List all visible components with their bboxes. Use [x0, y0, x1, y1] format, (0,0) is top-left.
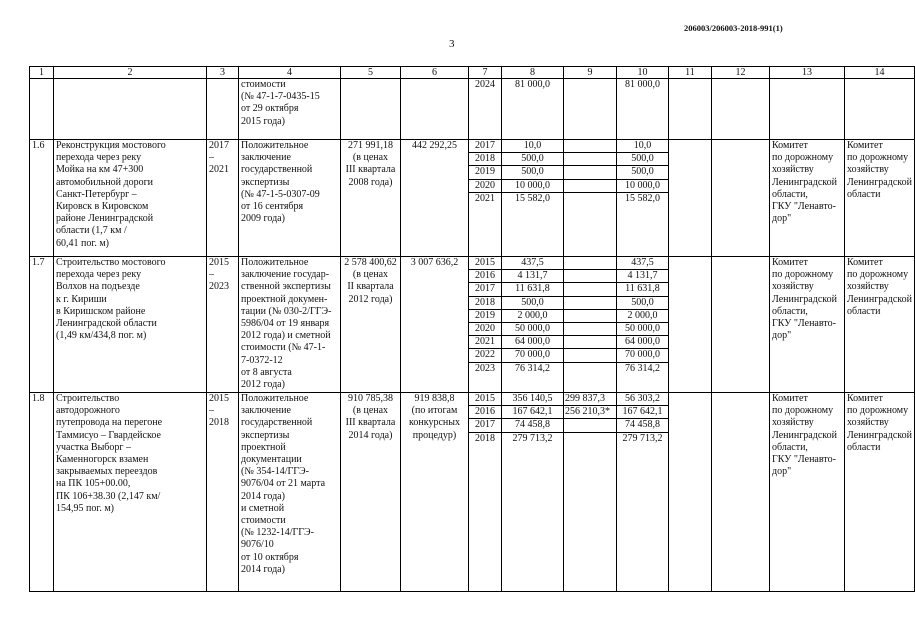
amount-col10-value: 11 631,8	[617, 283, 668, 296]
amount-col8-value: 74 458,8	[502, 419, 563, 432]
amount-col9-value	[564, 179, 616, 192]
year-cell-value: 2016	[469, 406, 501, 419]
amount-col8-value: 500,0	[502, 153, 563, 166]
approval-document: стоимости (№ 47-1-7-0435-15 от 29 октября 2015 года)	[239, 79, 341, 140]
approval-document: Положительное заключение государственной экспертизы (№ 47-1-5-0307-09 от 16 сентября 2009 года)	[239, 140, 341, 257]
empty-cell	[401, 79, 469, 140]
customer: Комитет по дорожному хозяйству Ленинградской области, ГКУ "Ленавто- дор"	[770, 257, 845, 393]
row-number: 1.6	[30, 140, 54, 257]
amount-col10-value: 56 303,2	[617, 393, 668, 406]
year-cell-value: 2015	[469, 257, 501, 270]
amount-col9-value: 256 210,3*	[564, 406, 616, 419]
column-header: 11	[669, 67, 712, 79]
amount-col8	[502, 257, 564, 393]
amount-col8-value: 11 631,8	[502, 283, 563, 296]
amount-col10-value: 500,0	[617, 296, 668, 309]
amount-col9-value	[564, 296, 616, 309]
period: 2015 – 2023	[207, 257, 239, 393]
amount-col8-value: 15 582,0	[515, 192, 550, 204]
empty-cell	[669, 257, 712, 393]
amount-col10-value: 279 713,2	[622, 432, 663, 444]
responsible-body: Комитет по дорожному хозяйству Ленинградской области	[845, 257, 915, 393]
amount-col10-value: 10 000,0	[617, 179, 668, 192]
column-header: 12	[712, 67, 770, 79]
column-header: 4	[239, 67, 341, 79]
amount-col9-value	[564, 322, 616, 335]
amount-col8	[502, 140, 564, 257]
amount-col8-value: 167 642,1	[502, 406, 563, 419]
program-table	[29, 66, 915, 592]
amount-col8-value: 70 000,0	[502, 349, 563, 362]
total-cost: 919 838,8 (по итогам конкурсных процедур)	[401, 393, 469, 592]
row-number: 1.8	[30, 393, 54, 592]
approval-document: Положительное заключение государственной экспертизы проектной документации (№ 354-14/ГГЭ- 9076/04 от 21 марта 2014 года) и сметной стоимости (№ 1232-14/ГГЭ- 9076/10 от 10 октября 2014 года)	[239, 393, 341, 592]
year-cell-value: 2020	[469, 323, 501, 336]
customer: Комитет по дорожному хозяйству Ленинградской области, ГКУ "Ленавто- дор"	[770, 393, 845, 592]
estimated-cost: 2 578 400,62 (в ценах II квартала 2012 года)	[341, 257, 401, 393]
empty-cell	[669, 140, 712, 257]
amount-col8-value: 81 000,0	[515, 79, 550, 90]
amount-col9-value	[564, 192, 616, 205]
year-cell-value: 2019	[469, 309, 501, 322]
amount-col8-value: 437,5	[502, 257, 563, 270]
column-header: 10	[617, 67, 669, 79]
year-cell	[469, 393, 502, 592]
object-name: Строительство мостового перехода через реку Волхов на подъезде к г. Кириши в Киришском районе Ленинградской области (1,49 км/434,8 пог. м)	[54, 257, 207, 393]
column-header: 7	[469, 67, 502, 79]
amount-col9-value	[564, 336, 616, 349]
amount-col10-value: 167 642,1	[617, 406, 668, 419]
amount-col10-value: 81 000,0	[625, 79, 660, 90]
amount-col9-value	[564, 283, 616, 296]
approval-document: Положительное заключение государ- ственной экспертизы проектной докумен- тации (№ 030-2/ГГЭ- 5986/04 от 19 января 2012 года) и сметной стоимости (№ 47-1- 7-0372-12 от 8 августа 2012 года)	[239, 257, 341, 393]
amount-col10-value: 10,0	[617, 140, 668, 153]
estimated-cost: 271 991,18 (в ценах III квартала 2008 года)	[341, 140, 401, 257]
empty-cell	[712, 79, 770, 140]
year-cell-value: 2018	[469, 296, 501, 309]
amount-col8-value: 4 131,7	[502, 270, 563, 283]
estimated-cost: 910 785,38 (в ценах III квартала 2014 года)	[341, 393, 401, 592]
empty-cell	[669, 79, 712, 140]
document-id: 206003/206003-2018-991(1)	[684, 23, 783, 33]
amount-col9	[564, 79, 617, 140]
year-cell-value: 2018	[475, 432, 495, 444]
page-number: 3	[449, 38, 455, 50]
amount-col10-value: 70 000,0	[617, 349, 668, 362]
empty-cell	[712, 140, 770, 257]
amount-col10-value: 2 000,0	[617, 309, 668, 322]
amount-col10-value: 76 314,2	[625, 362, 660, 374]
column-header: 13	[770, 67, 845, 79]
amount-col8-value: 500,0	[502, 166, 563, 179]
empty-cell	[669, 393, 712, 592]
year-cell-value: 2015	[469, 393, 501, 406]
empty-cell	[712, 393, 770, 592]
column-header: 8	[502, 67, 564, 79]
responsible-body: Комитет по дорожному хозяйству Ленинградской области	[845, 140, 915, 257]
total-cost: 442 292,25	[401, 140, 469, 257]
year-cell-value: 2017	[469, 283, 501, 296]
amount-col10-value: 4 131,7	[617, 270, 668, 283]
amount-col9	[564, 140, 617, 257]
amount-col8-value: 279 713,2	[512, 432, 553, 444]
table-row	[30, 140, 915, 257]
total-cost: 3 007 636,2	[401, 257, 469, 393]
amount-col8-value: 356 140,5	[502, 393, 563, 406]
year-cell-value: 2017	[469, 140, 501, 153]
period: 2015 – 2018	[207, 393, 239, 592]
amount-col10-value: 50 000,0	[617, 323, 668, 336]
amount-col9-value	[564, 257, 616, 270]
year-cell-value: 2021	[475, 192, 495, 204]
responsible-body: Комитет по дорожному хозяйству Ленинградской области	[845, 393, 915, 592]
table-row	[30, 257, 915, 393]
amount-col10-value: 500,0	[617, 166, 668, 179]
empty-cell	[341, 79, 401, 140]
year-cell	[469, 140, 502, 257]
amount-col9-value: 299 837,3	[564, 393, 616, 406]
amount-col9-value	[564, 166, 616, 179]
amount-col8	[502, 393, 564, 592]
year-cell-value: 2023	[475, 362, 495, 374]
year-cell-value: 2018	[469, 153, 501, 166]
amount-col8-value: 10,0	[502, 140, 563, 153]
amount-col8	[502, 79, 564, 140]
amount-col8-value: 500,0	[502, 296, 563, 309]
year-cell-value: 2016	[469, 270, 501, 283]
amount-col10	[617, 140, 669, 257]
year-cell	[469, 79, 502, 140]
column-header: 5	[341, 67, 401, 79]
amount-col9	[564, 257, 617, 393]
column-header: 14	[845, 67, 915, 79]
year-cell-value: 2020	[469, 179, 501, 192]
amount-col9-value	[564, 309, 616, 322]
amount-col9-value	[564, 432, 616, 445]
year-cell-value: 2024	[475, 79, 495, 90]
amount-col9-value	[564, 140, 616, 153]
amount-col10-value: 64 000,0	[617, 336, 668, 349]
amount-col8-value: 76 314,2	[515, 362, 550, 374]
column-header: 1	[30, 67, 54, 79]
amount-col9	[564, 393, 617, 592]
amount-col10-value: 15 582,0	[625, 192, 660, 204]
amount-col10-value: 500,0	[617, 153, 668, 166]
amount-col8-value: 10 000,0	[502, 179, 563, 192]
empty-cell	[770, 79, 845, 140]
customer: Комитет по дорожному хозяйству Ленинградской области, ГКУ "Ленавто- дор"	[770, 140, 845, 257]
amount-col10-value: 437,5	[617, 257, 668, 270]
empty-cell	[845, 79, 915, 140]
amount-col9-value	[564, 270, 616, 283]
amount-col10	[617, 393, 669, 592]
object-name: Реконструкция мостового перехода через реку Мойка на км 47+300 автомобильной дороги Санкт-Петербург – Кировск в Кировском районе Ленинградской области (1,7 км / 60,41 пог. м)	[54, 140, 207, 257]
amount-col10	[617, 257, 669, 393]
amount-col10	[617, 79, 669, 140]
year-cell-value: 2017	[469, 419, 501, 432]
empty-cell	[30, 79, 54, 140]
amount-col8-value: 50 000,0	[502, 323, 563, 336]
column-header: 2	[54, 67, 207, 79]
amount-col9-value	[564, 419, 616, 432]
table-row	[30, 393, 915, 592]
amount-col9-value	[564, 349, 616, 362]
year-cell-value: 2021	[469, 336, 501, 349]
year-cell-value: 2019	[469, 166, 501, 179]
empty-cell	[207, 79, 239, 140]
period: 2017 – 2021	[207, 140, 239, 257]
year-cell	[469, 257, 502, 393]
column-header: 3	[207, 67, 239, 79]
year-cell-value: 2022	[469, 349, 501, 362]
amount-col9-value	[564, 153, 616, 166]
amount-col10-value: 74 458,8	[617, 419, 668, 432]
row-number: 1.7	[30, 257, 54, 393]
amount-col9-value	[564, 362, 616, 375]
amount-col9-value	[564, 79, 616, 91]
column-header: 9	[564, 67, 617, 79]
amount-col8-value: 64 000,0	[502, 336, 563, 349]
amount-col8-value: 2 000,0	[502, 309, 563, 322]
empty-cell	[54, 79, 207, 140]
object-name: Строительство автодорожного путепровода на перегоне Таммисуо – Гвардейское участка Выборг – Каменногорск взамен закрываемых переездов на ПК 105+00.00, ПК 106+38.30 (2,147 км/ 154,95 пог. м)	[54, 393, 207, 592]
column-header: 6	[401, 67, 469, 79]
empty-cell	[712, 257, 770, 393]
